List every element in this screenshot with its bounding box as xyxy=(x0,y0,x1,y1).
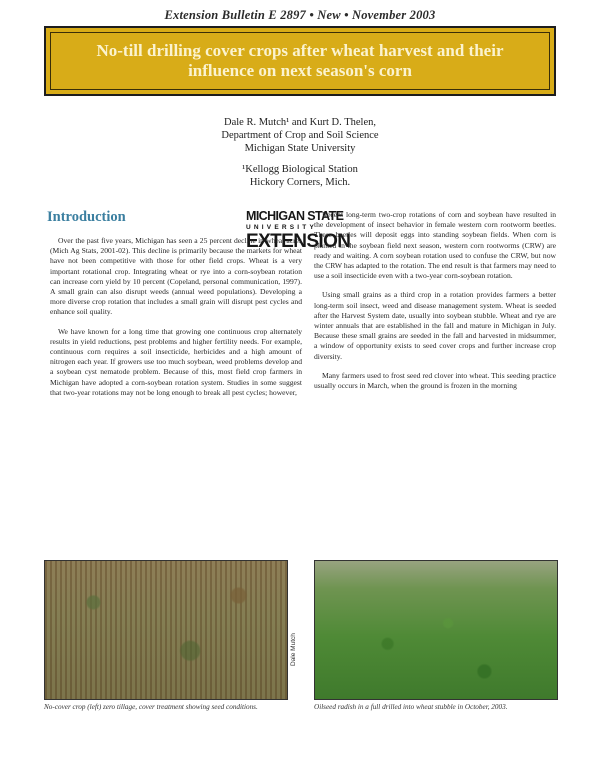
paragraph: Using small grains as a third crop in a rotation provides farmers a better long-term soil insect, weed and disease management system. Wheat is seeded after the Harvest System date, usually into soybean stubble. Wheat and rye are winter annuals that are established in the fall and mature in Michigan in July. Because these small grains are seeded in the fall and harvested in midsummer, a window of opportunity exists to seed cover crops and further increase crop diversity. xyxy=(314,290,556,361)
text-column-left xyxy=(50,236,302,407)
paragraph: Many farmers used to frost seed red clover into wheat. This seeding practice usually occurs in March, when the ground is frozen in the morning xyxy=(314,370,556,391)
paragraph: Over the past five years, Michigan has seen a 25 percent decline in wheat acres (Mich Ag Stats, 2001-02). This decline is primarily because the markets for wheat have not been competitive with those for other field crops. Wheat is a very important rotational crop. Integrating wheat or rye into a corn-soybean rotation can increase corn yield by 10 percent (Copeland, personal communication, 1997). A small grain can also disrupt weeds (annual weed populations). Developing a more diverse crop rotation that includes a small grain will disrupt pest cycles and enhance soil quality. xyxy=(50,236,302,317)
paragraph: We have known for a long time that growing one continuous crop alternately results in yield reductions, pest problems and higher fertility needs. For example, continuous corn requires a soil insecticide, herbicides and a high amount of nitrogen each year. If growers use too much soybean, weed problems develop and a soybean cyst nematode problem. Because of this, most field crop farmers in Michigan have adopted a corn-soybean rotation system. Studies in some suggest that two-year rotations may not be long enough to break all pest cycles; however, xyxy=(50,326,302,397)
author-block xyxy=(0,116,600,189)
photo-caption-left: No-cover crop (left) zero tillage, cover treatment showing seed conditions. xyxy=(44,703,258,711)
author-affiliation-2: Hickory Corners, Mich. xyxy=(249,177,351,188)
photo-no-cover-field xyxy=(44,560,288,700)
photo-caption-right: Oilseed radish in a full drilled into wheat stubble in October, 2003. xyxy=(314,703,508,711)
document-title: No-till drilling cover crops after wheat harvest and their influence on next season's corn xyxy=(96,41,504,80)
paragraph: Recent long-term two-crop rotations of corn and soybean have resulted in the development of insect behavior in female western corn rootworm beetles. These beetles will deposit eggs into standing soybean fields. When corn is planted in the soybean field next season, western corn rootworms (CRW) are ready and waiting. A corn soybean rotation used to confuse the CRW, but now the CRW has adapted to the rotation. The end result is that farmers may need to use a soil insecticide even with a two-year corn-soybean rotation. xyxy=(314,210,556,281)
author-names: Dale R. Mutch¹ and Kurt D. Thelen, xyxy=(224,117,376,128)
bulletin-header: Extension Bulletin E 2897 • New • November 2003 xyxy=(164,8,436,22)
photo-credit: Dale Mutch xyxy=(290,633,297,667)
author-university: Michigan State University xyxy=(244,143,356,154)
logo-line-3: EXTENSION xyxy=(246,231,351,252)
logo-line-1: MICHIGAN STATE xyxy=(246,209,344,223)
photo-oilseed-radish-field xyxy=(314,560,558,700)
text-column-right xyxy=(314,210,556,400)
author-department: Department of Crop and Soil Science xyxy=(221,130,379,141)
logo-line-2: UNIVERSITY xyxy=(246,224,318,231)
title-banner xyxy=(44,26,556,96)
author-affiliation-1: ¹Kellogg Biological Station xyxy=(242,164,358,175)
section-heading-introduction: Introduction xyxy=(47,209,126,225)
